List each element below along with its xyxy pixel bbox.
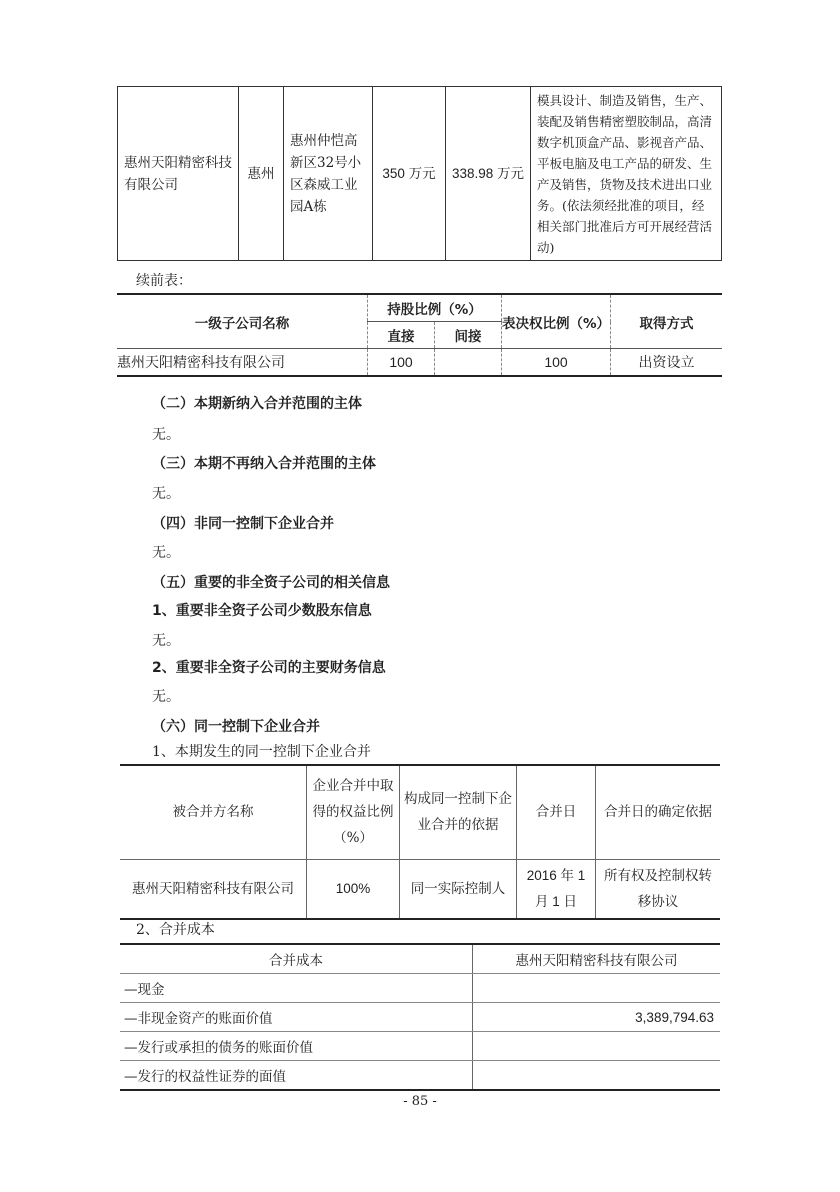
table-row (120, 859, 720, 919)
table-row (120, 1032, 720, 1061)
cost-item-label: —现金 (120, 974, 473, 1003)
section-5-1-heading: 1、重要非全资子公司少数股东信息 (152, 603, 372, 619)
section-6-2-heading: 2、合并成本 (136, 922, 215, 938)
table-header-row (120, 765, 720, 859)
combination-cost-table (120, 943, 720, 1091)
first-level-subsidiary-table (117, 293, 722, 377)
col-subsidiary-name: 一级子公司名称 (117, 294, 368, 349)
address-cell: 惠州仲恺高新区32号小区森威工业园A栋 (284, 87, 373, 261)
col-holding-ratio: 持股比例（%） (368, 294, 502, 322)
cost-item-value: 3,389,794.63 (473, 1003, 721, 1032)
continued-label: 续前表： (136, 273, 192, 289)
subsidiary-name-cell: 惠州天阳精密科技有限公司 (117, 349, 368, 377)
subsidiary-detail-table (117, 86, 722, 261)
paid-capital-cell: 338.98 万元 (446, 87, 531, 261)
cost-item-value (473, 1032, 721, 1061)
section-5-2-heading: 2、重要非全资子公司的主要财务信息 (152, 660, 386, 676)
business-scope-cell: 模具设计、制造及销售，生产、装配及销售精密塑胶制品，高清数字机顶盒产品、影视音产品、平板电脑及电工产品的研发、生产及销售，货物及技术进出口业务。(依法须经批准的项目，经相关部门批准后方可开展经营活动) (531, 87, 722, 261)
col-acquiree-name: 被合并方名称 (120, 765, 307, 859)
section-5-2-text: 无。 (152, 689, 180, 705)
acquiree-name-cell: 惠州天阳精密科技有限公司 (120, 859, 307, 919)
date-basis-cell: 所有权及控制权转移协议 (596, 859, 721, 919)
section-2-text: 无。 (152, 427, 180, 443)
section-6-heading: （六）同一控制下企业合并 (152, 719, 320, 735)
col-combination-cost: 合并成本 (120, 944, 473, 974)
control-basis-cell: 同一实际控制人 (400, 859, 517, 919)
section-3-heading: （三）本期不再纳入合并范围的主体 (152, 456, 376, 472)
col-acquisition-method: 取得方式 (611, 294, 723, 349)
registered-capital-cell: 350 万元 (373, 87, 446, 261)
table-row (120, 974, 720, 1003)
col-voting-ratio: 表决权比例（%） (502, 294, 611, 349)
section-6-1-heading: 1、本期发生的同一控制下企业合并 (152, 744, 371, 760)
common-control-merger-table (120, 764, 720, 920)
section-5-heading: （五）重要的非全资子公司的相关信息 (152, 575, 390, 591)
cost-item-label: —发行的权益性证券的面值 (120, 1061, 473, 1091)
cost-item-value (473, 1061, 721, 1091)
col-date-basis: 合并日的确定依据 (596, 765, 721, 859)
col-equity-ratio: 企业合并中取得的权益比例（%） (307, 765, 400, 859)
cost-item-label: —发行或承担的债务的账面价值 (120, 1032, 473, 1061)
section-2-heading: （二）本期新纳入合并范围的主体 (152, 396, 362, 412)
table-row (120, 1061, 720, 1091)
equity-ratio-cell: 100% (307, 859, 400, 919)
page-number: - 85 - (403, 1094, 437, 1109)
section-3-text: 无。 (152, 486, 180, 502)
col-company: 惠州天阳精密科技有限公司 (473, 944, 721, 974)
merger-date-cell: 2016 年 1 月 1 日 (517, 859, 596, 919)
col-merger-date: 合并日 (517, 765, 596, 859)
cost-item-label: —非现金资产的账面价值 (120, 1003, 473, 1032)
section-4-text: 无。 (152, 545, 180, 561)
acquisition-method-cell: 出资设立 (611, 349, 723, 377)
col-direct: 直接 (368, 322, 435, 349)
section-4-heading: （四）非同一控制下企业合并 (152, 516, 334, 532)
col-indirect: 间接 (435, 322, 502, 349)
voting-ratio-cell: 100 (502, 349, 611, 377)
direct-ratio-cell: 100 (368, 349, 435, 377)
cost-item-value (473, 974, 721, 1003)
table-header-row (120, 944, 720, 974)
table-header-row (117, 294, 722, 322)
table-row (118, 87, 722, 261)
section-5-1-text: 无。 (152, 633, 180, 649)
table-row (120, 1003, 720, 1032)
indirect-ratio-cell (435, 349, 502, 377)
subsidiary-name-cell: 惠州天阳精密科技有限公司 (118, 87, 239, 261)
location-cell: 惠州 (239, 87, 284, 261)
col-control-basis: 构成同一控制下企业合并的依据 (400, 765, 517, 859)
table-row (117, 349, 722, 377)
